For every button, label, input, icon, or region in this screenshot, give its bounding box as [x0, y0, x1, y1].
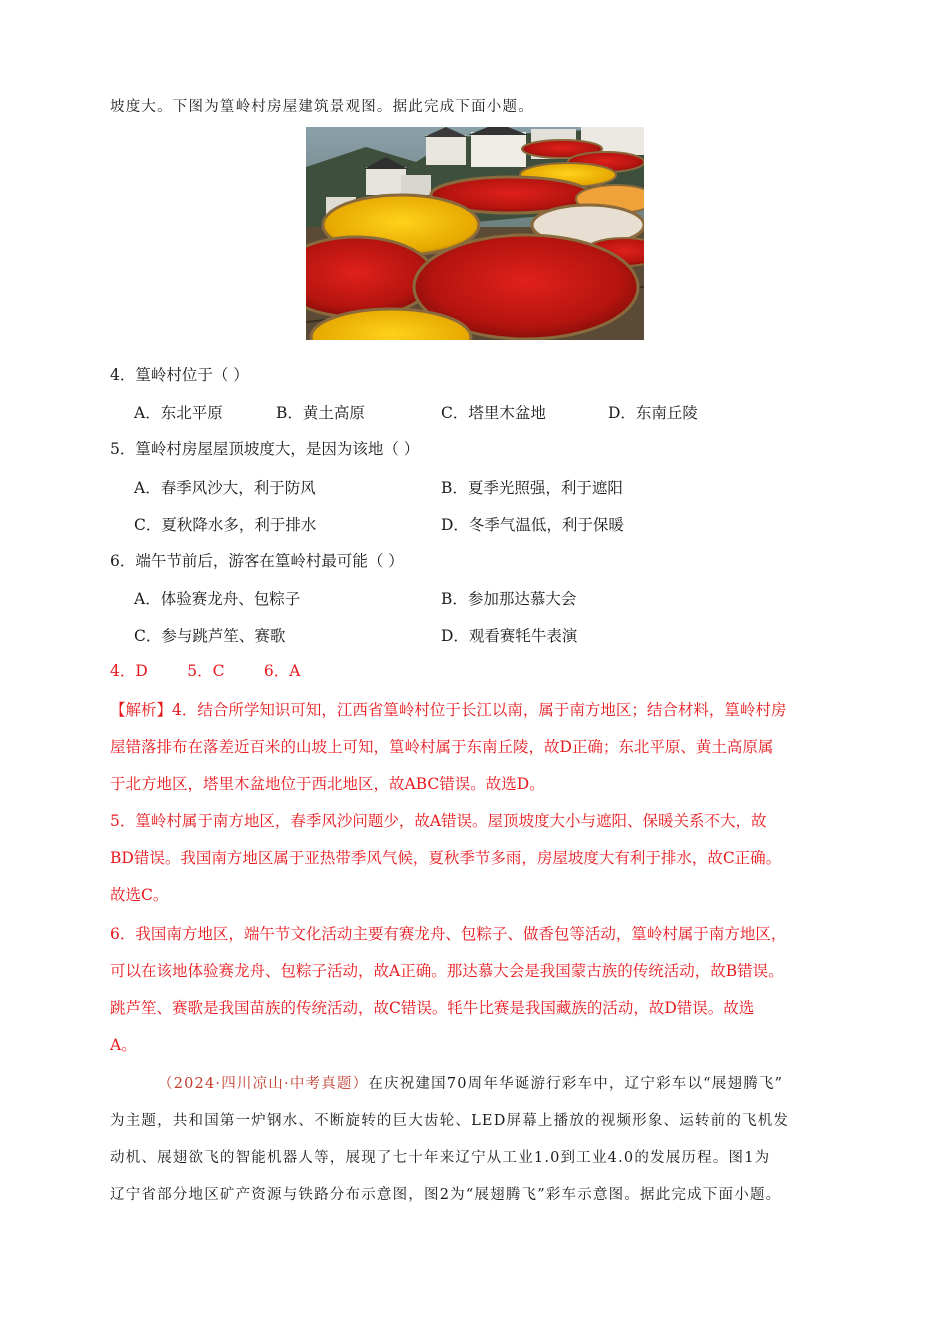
analysis-6-line-3: 跳芦笙、赛歌是我国苗族的传统活动，故C错误。牦牛比赛是我国藏族的活动，故D错误。故选 — [110, 999, 755, 1017]
q4-option-a: A．东北平原 — [134, 404, 223, 422]
analysis-6-line-1: 6．我国南方地区，端午节文化活动主要有赛龙舟、包粽子、做香包等活动，篁岭村属于南方地区， — [110, 925, 787, 943]
q4-option-d: D．东南丘陵 — [608, 404, 698, 422]
q6-option-a: A．体验赛龙舟、包粽子 — [134, 590, 301, 608]
analysis-4-line-1: 【解析】4．结合所学知识可知，江西省篁岭村位于长江以南，属于南方地区；结合材料，篁岭村房 — [110, 701, 787, 719]
q6-option-d: D．观看赛牦牛表演 — [441, 627, 578, 645]
question-4-stem: 4．篁岭村位于（ ） — [110, 366, 249, 384]
analysis-5-line-2: BD错误。我国南方地区属于亚热带季风气候，夏秋季节多雨，房屋坡度大有利于排水，故C正确。 — [110, 849, 782, 867]
q5-option-b: B．夏季光照强，利于遮阳 — [441, 479, 623, 497]
intro-text: 坡度大。下图为篁岭村房屋建筑景观图。据此完成下面小题。 — [110, 99, 534, 115]
next-question-line-4: 辽宁省部分地区矿产资源与铁路分布示意图，图2为“展翅腾飞”彩车示意图。据此完成下面小题。 — [110, 1187, 782, 1203]
analysis-6-line-4: A。 — [110, 1036, 137, 1054]
analysis-5-line-1: 5．篁岭村属于南方地区，春季风沙问题少，故A错误。屋顶坡度大小与遮阳、保暖关系不大，故 — [110, 812, 767, 830]
analysis-6-line-2: 可以在该地体验赛龙舟、包粽子活动，故A正确。那达慕大会是我国蒙古族的传统活动，故B错误。 — [110, 962, 784, 980]
question-5-stem: 5．篁岭村房屋屋顶坡度大，是因为该地（ ） — [110, 440, 420, 458]
next-question-line-3: 动机、展翅欲飞的智能机器人等，展现了七十年来辽宁从工业1.0到工业4.0的发展历程。图1为 — [110, 1150, 771, 1166]
village-photo — [306, 127, 644, 340]
analysis-tag: 【解析】 — [110, 701, 173, 719]
q4-option-b: B．黄土高原 — [276, 404, 365, 422]
q6-option-b: B．参加那达慕大会 — [441, 590, 577, 608]
next-question-intro: （2024·四川凉山·中考真题）在庆祝建国70周年华诞游行彩车中，辽宁彩车以“展翅腾飞” — [158, 1076, 784, 1092]
next-question-line-2: 为主题，共和国第一炉钢水、不断旋转的巨大齿轮、LED屏幕上播放的视频形象、运转前的飞机发 — [110, 1113, 790, 1129]
q5-option-d: D．冬季气温低，利于保暖 — [441, 516, 624, 534]
question-6-stem: 6．端午节前后，游客在篁岭村最可能（ ） — [110, 552, 404, 570]
analysis-5-line-3: 故选C。 — [110, 886, 169, 904]
q4-option-c: C．塔里木盆地 — [441, 404, 546, 422]
analysis-4-line-2: 屋错落排布在落差近百米的山坡上可知，篁岭村属于东南丘陵，故D正确；东北平原、黄土高原属 — [110, 738, 774, 756]
source-tag: （2024·四川凉山·中考真题） — [158, 1076, 369, 1092]
analysis-4-line-3: 于北方地区，塔里木盆地位于西北地区，故ABC错误。故选D。 — [110, 775, 545, 793]
q6-option-c: C．参与跳芦笙、赛歌 — [134, 627, 286, 645]
q5-option-c: C．夏秋降水多，利于排水 — [134, 516, 317, 534]
answer-key: 4．D 5．C 6．A — [110, 662, 301, 680]
q5-option-a: A．春季风沙大，利于防风 — [134, 479, 316, 497]
